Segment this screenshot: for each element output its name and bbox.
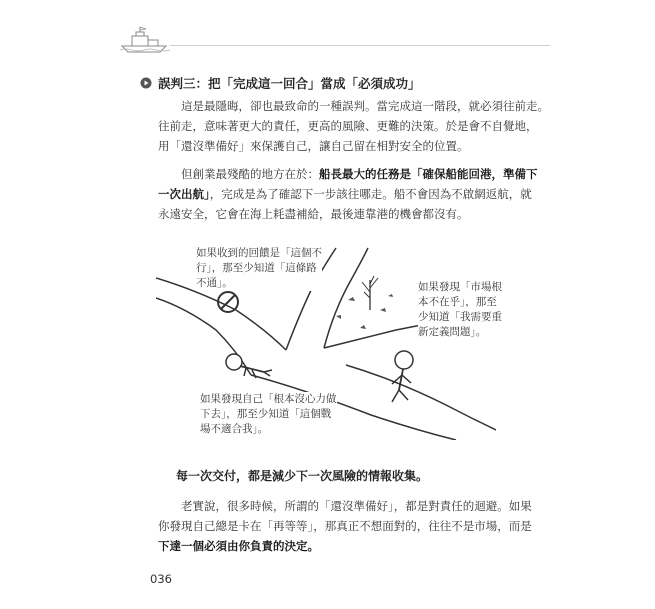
paragraph-line: 下達一個必須由你負責的決定。 [158, 539, 319, 553]
label-line: 本不在乎」，那至 [418, 296, 497, 308]
paragraph-2 [158, 164, 538, 224]
label-right [418, 280, 502, 340]
label-line: 如果收到的回饋是「這個不 [196, 247, 322, 259]
paragraph-line [158, 184, 532, 204]
closing-statement: 每一次交付，都是減少下一次風險的情報收集。 [176, 469, 429, 483]
circle-play-icon [140, 77, 152, 89]
text-run: ，完成是為了確認下一步該往哪走。船不會因為不啟網返航，就 [209, 187, 532, 201]
paragraph-line: 用「還沒準備好」來保護自己，讓自己留在相對安全的位置。 [158, 139, 469, 153]
label-line: 少知道「我需要重 [418, 311, 502, 323]
label-line: 不通」。 [196, 277, 233, 289]
label-line: 如果發現「市場根 [418, 281, 502, 293]
paragraph-line: 老實說，很多時候，所謂的「還沒準備好」，都是對責任的迴避。如果 [181, 499, 532, 513]
emphasis-text: 一次出航」 [158, 187, 210, 201]
paragraph-line: 永遠安全，它會在海上耗盡補給，最後連靠港的機會都沒有。 [158, 207, 469, 221]
label-line: 場不適合我」。 [200, 423, 269, 435]
paragraph-line [158, 164, 538, 184]
label-line: 下去」，那至少知道「這個戰 [200, 408, 332, 420]
paragraph-3 [158, 496, 532, 556]
emphasis-text: 船長最大的任務是「確保船能回港，準備下 [319, 167, 538, 181]
illustration [156, 240, 502, 440]
label-line: 行」，那至少知道「這條路 [196, 262, 317, 274]
label-bottom-left [200, 392, 337, 437]
section-title-text: 誤判三：把「完成這一回合」當成「必須成功」 [158, 76, 421, 91]
label-top-left [196, 246, 322, 291]
page-number: 036 [150, 572, 172, 586]
label-line: 如果發現自己「根本沒心力做 [200, 393, 337, 405]
header-rule [170, 45, 550, 46]
ship-icon [118, 26, 172, 54]
paragraph-line: 往前走，意味著更大的責任，更高的風險、更難的決策。於是會不自覺地， [158, 119, 538, 133]
text-run: 但創業最殘酷的地方在於： [181, 167, 319, 181]
label-line: 新定義問題」。 [418, 326, 487, 338]
paragraph-1 [158, 96, 549, 156]
paragraph-line: 這是最隱晦，卻也最致命的一種誤判。當完成這一階段，就必須往前走。 [181, 99, 549, 113]
paragraph-line: 你發現自己總是卡在「再等等」，那真正不想面對的，往往不是市場，而是 [158, 519, 532, 533]
section-title [140, 74, 421, 92]
